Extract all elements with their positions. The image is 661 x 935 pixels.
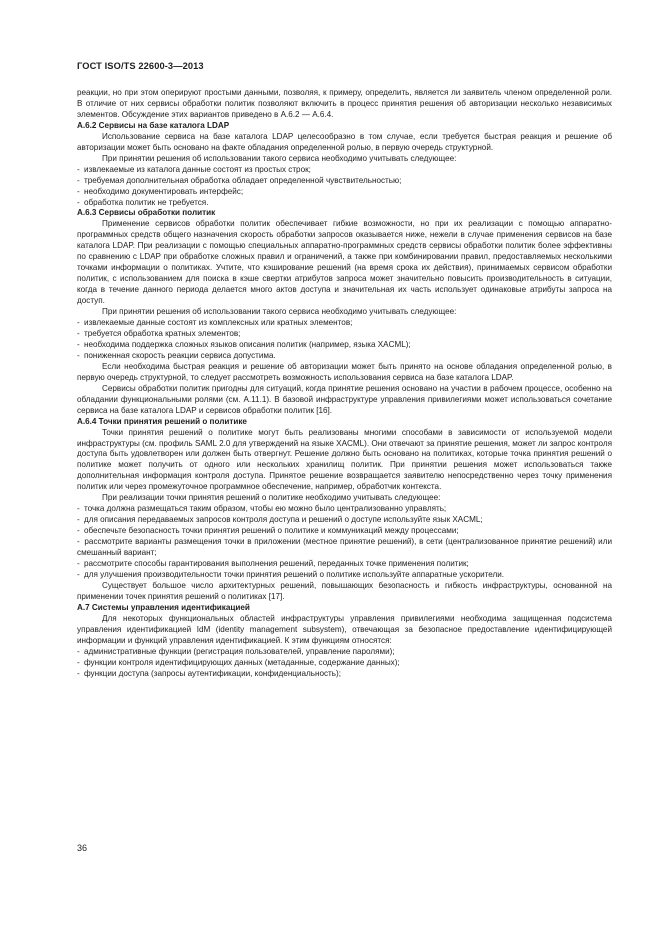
text: А.6.4 Точки принятия решений о политике: [77, 416, 247, 426]
list-item: [77, 187, 612, 198]
paragraph: [77, 154, 612, 165]
list-item: [77, 176, 612, 187]
list-dash: -: [77, 646, 82, 656]
list-dash: -: [77, 504, 82, 514]
text: При принятии решения об использовании такого сервиса необходимо учитывать следующее:: [102, 307, 457, 317]
text: При реализации точки принятия решений о политике необходимо учитывать следующее:: [102, 493, 441, 503]
list-dash: -: [77, 186, 82, 196]
text: необходима поддержка сложных языков описания политик (например, языка XACML);: [83, 339, 411, 349]
list-item: [77, 329, 612, 340]
text: Применение сервисов обработки политик обеспечивает гибкие возможности, но при их реализации с помощью аппаратно-программных средств общего назначения скорость обработки запросов оказывается ниже, нежели в случае применения сервисов на базе каталога LDAP. При реализации с помощью специальных аппаратно-программных средств сервисы обработки политик более эффективны по сравнению с LDAP при обработке сложных правил и ограничений, а также при комбинировании правил, предоставляемых несколькими точками информации о политиках. Учтите, что кэширование решений (на время срока их действия), принимаемых сервисом обработки политик, с использованием для поиска в кэше свертки атрибутов запроса может значительно повысить производительность в ситуации, когда в течение данного периода делается много актов доступа и значительная их часть использует одинаковые атрибуты запроса на доступ.: [77, 219, 612, 306]
text: реакции, но при этом оперируют простыми данными, позволяя, к примеру, определить, является ли заявитель членом определенной роли. В отличие от них сервисы обработки политик позволяют включить в процесс принятия решения об авторизации несколько независимых элементов. Обсуждение этих вариантов приведено в А.6.2 — А.6.4.: [77, 88, 612, 119]
list-item: [77, 351, 612, 362]
text: При принятии решения об использовании такого сервиса необходимо учитывать следующее:: [102, 153, 457, 163]
list-item: [77, 165, 612, 176]
list-dash: -: [77, 657, 82, 667]
list-dash: -: [77, 164, 82, 174]
text: функции контроля идентифицирующих данных (метаданные, содержание данных);: [83, 657, 400, 667]
list-dash: -: [77, 350, 82, 360]
text: требуется обработка кратных элементов;: [83, 328, 241, 338]
list-dash: -: [77, 175, 82, 185]
text: рассмотрите варианты размещения точки в приложении (местное принятие решений), в сети (централизованное принятие решений) или смешанный вариант;: [77, 537, 612, 558]
text: Точки принятия решений о политике могут быть реализованы многими способами в зависимости от используемой модели инфраструктуры (см. профиль SAML 2.0 для утверждений на языке XACML). Они отвечают за принятие решения, может ли запрос контроля доступа быть удовлетворен или должен быть отвергнут. Решение должно быть основано на политиках, которые точка принятия решений о политике может получить от одного или нескольких хранилищ политик. При принятии решения может использоваться также дополнительная информация контроля доступа. Принятое решение возвращается заявителю непосредственно через точку применения политик или через промежуточное программное обеспечение, например, обработчик контекста.: [77, 427, 612, 492]
page-number: 36: [77, 843, 88, 853]
text: извлекаемые данные состоят из комплексных или кратных элементов;: [83, 318, 353, 328]
section-heading: [77, 208, 612, 219]
list-dash: -: [77, 558, 82, 568]
list-item: [77, 537, 612, 559]
paragraph: [77, 428, 612, 494]
text: рассмотрите способы гарантирования выполнения решений, переданных точке применения политик;: [83, 558, 469, 568]
text: А.6.2 Сервисы на базе каталога LDAP: [77, 120, 230, 130]
paragraph: [77, 581, 612, 603]
text: необходимо документировать интерфейс;: [83, 186, 244, 196]
section-heading: [77, 603, 612, 614]
list-item: [77, 198, 612, 209]
text: Сервисы обработки политик пригодны для ситуаций, когда принятие решения основано на участии в рабочем процессе, особенно на обладании функциональными ролями (см. А.11.1). В базовой инфраструктуре управления привилегиями может использоваться сочетание сервиса на базе каталога LDAP и сервисов обработки политик [16].: [77, 383, 612, 415]
list-item: [77, 526, 612, 537]
list-dash: -: [77, 328, 82, 338]
text: Для некоторых функциональных областей инфраструктуры управления привилегиями необходима защищенная подсистема управления идентификацией IdM (identity management subsystem), отвечающая за безопасное предоставление идентифицирующей информации и функций управления идентификацией. К этим функциям относятся:: [77, 613, 612, 645]
paragraph: [77, 384, 612, 417]
paragraph: [77, 614, 612, 647]
document-header: ГОСТ ISO/TS 22600-3—2013: [77, 61, 204, 71]
list-dash: -: [77, 515, 82, 525]
paragraph: [77, 493, 612, 504]
text: административные функции (регистрация пользователей, управление паролями);: [83, 646, 395, 656]
text: извлекаемые из каталога данные состоят из простых строк;: [83, 164, 311, 174]
list-item: [77, 504, 612, 515]
text: пониженная скорость реакции сервиса допустима.: [83, 350, 276, 360]
list-dash: -: [77, 339, 82, 349]
list-item: [77, 647, 612, 658]
text: функции доступа (запросы аутентификации, конфиденциальность);: [83, 668, 341, 678]
text: обработка политик не требуется.: [83, 197, 209, 207]
list-item: [77, 318, 612, 329]
list-item: [77, 515, 612, 526]
paragraph: [77, 307, 612, 318]
list-dash: -: [77, 668, 82, 678]
list-item: [77, 570, 612, 581]
list-dash: -: [77, 526, 82, 536]
list-item: [77, 340, 612, 351]
list-dash: -: [77, 537, 83, 547]
document-body: [77, 88, 612, 679]
paragraph: [77, 132, 612, 154]
text: для улучшения производительности точки принятия решений о политике используйте аппаратные ускорители.: [83, 569, 505, 579]
text: для описания передаваемых запросов контроля доступа и решений о доступе используйте язык XACML;: [83, 515, 483, 525]
list-dash: -: [77, 318, 82, 328]
list-item: [77, 559, 612, 570]
text: Если необходима быстрая реакция и решение об авторизации может быть принято на основе обладания определенной ролью, в первую очередь структурной, то следует рассмотреть возможность использования сервиса на базе каталога LDAP.: [77, 361, 612, 382]
text: А.6.3 Сервисы обработки политик: [77, 208, 216, 218]
text: А.7 Системы управления идентификацией: [77, 602, 250, 612]
list-dash: -: [77, 197, 82, 207]
text: обеспечьте безопасность точки принятия решений о политике и коммуникаций между процессами;: [83, 526, 459, 536]
paragraph: [77, 219, 612, 307]
list-dash: -: [77, 569, 82, 579]
section-heading: [77, 417, 612, 428]
paragraph: [77, 362, 612, 384]
section-heading: [77, 121, 612, 132]
text: точка должна размещаться таким образом, чтобы ею можно было централизованно управлять;: [83, 504, 447, 514]
text: требуемая дополнительная обработка обладает определенной чувствительностью;: [83, 175, 402, 185]
text: Существует большое число архитектурных решений, повышающих безопасность и гибкость инфраструктуры, основанной на применении точек принятия решений о политиках [17].: [77, 580, 612, 601]
paragraph: [77, 88, 612, 121]
list-item: [77, 658, 612, 669]
text: Использование сервиса на базе каталога LDAP целесообразно в том случае, если требуется быстрая реакция и решение об авторизации может быть основано на факте обладания определенной ролью, в первую очередь структурной.: [77, 131, 612, 152]
list-item: [77, 669, 612, 680]
